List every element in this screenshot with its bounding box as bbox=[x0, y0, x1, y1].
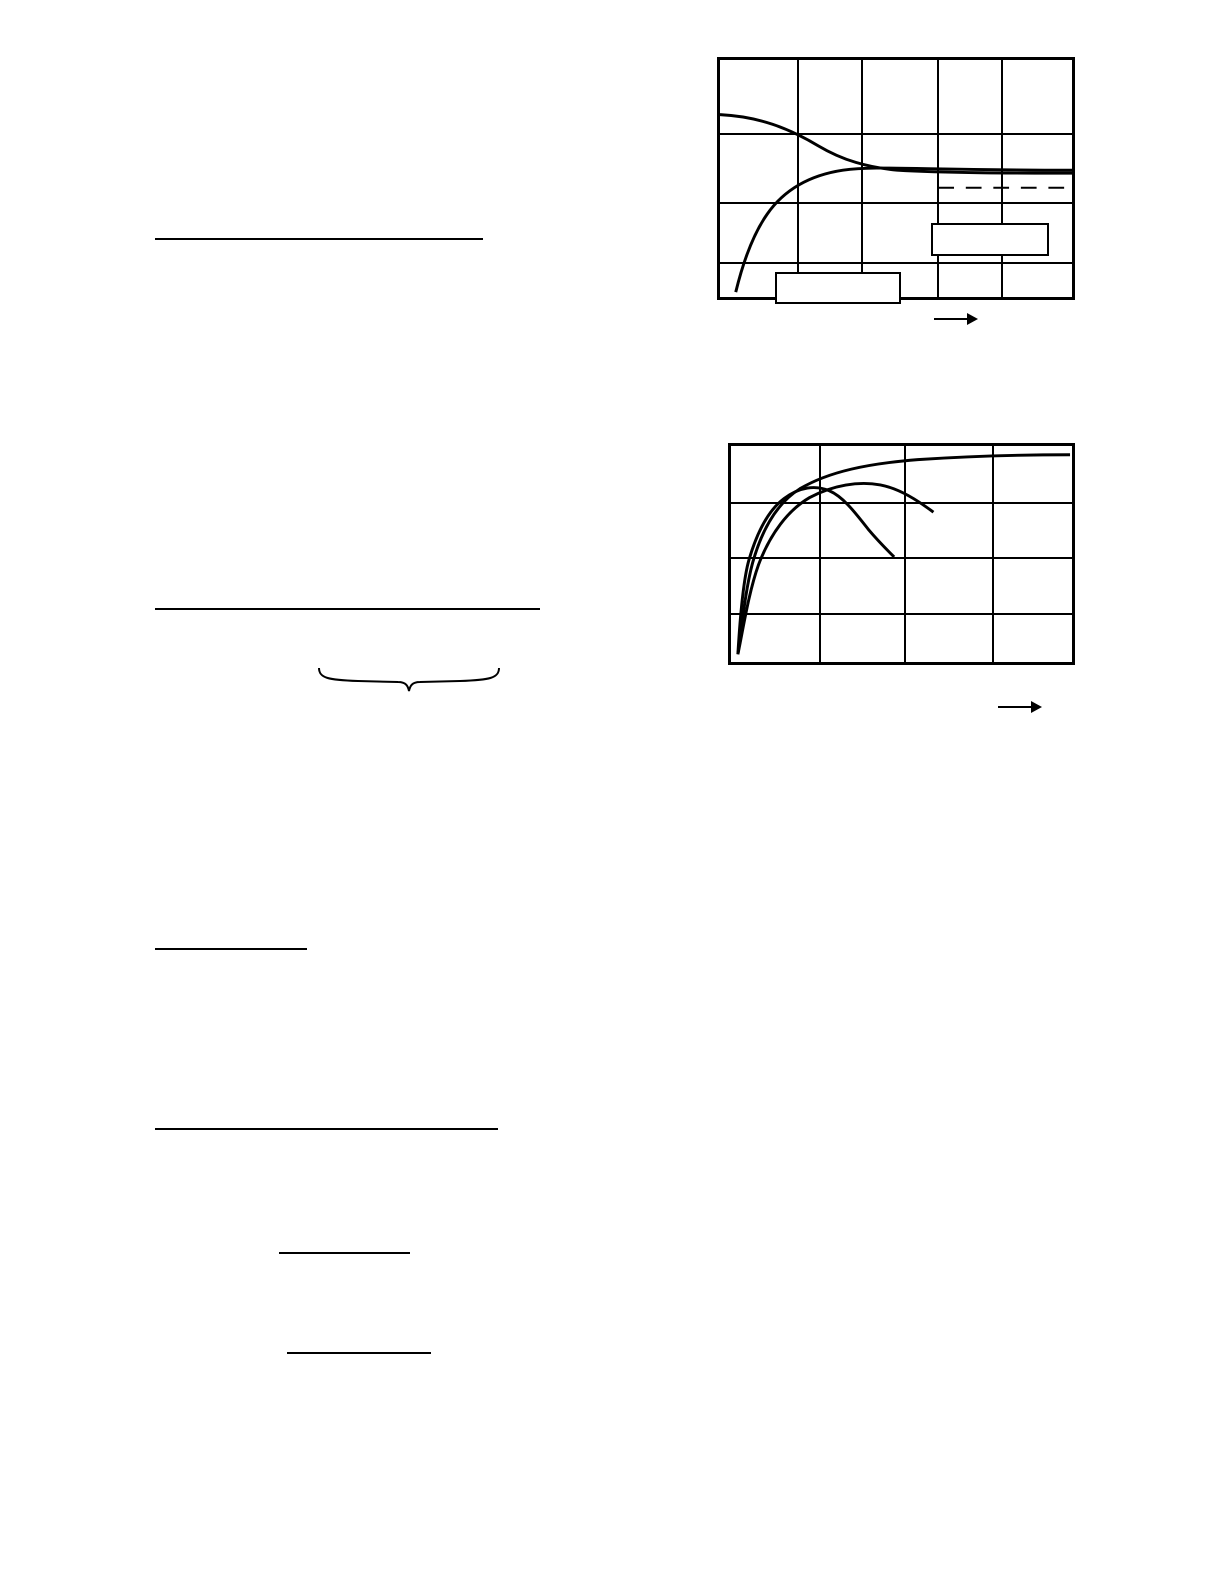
fraction-rule-1 bbox=[279, 1252, 410, 1254]
figure-top-frame bbox=[717, 57, 1075, 300]
heading-rule-4 bbox=[155, 1128, 498, 1130]
series-decaying-curve bbox=[720, 115, 1072, 174]
heading-rule-3 bbox=[155, 948, 307, 950]
heading-rule-1 bbox=[155, 238, 483, 240]
figure-top-x-axis-arrow bbox=[934, 313, 978, 325]
figure-bottom-frame bbox=[728, 443, 1075, 665]
figure-top-plot bbox=[720, 60, 1072, 297]
heading-rule-2 bbox=[155, 608, 540, 610]
series-curve-1-long bbox=[738, 455, 1070, 654]
callout-lower bbox=[775, 272, 901, 304]
fraction-rule-2 bbox=[287, 1352, 431, 1354]
figure-bottom-x-axis-arrow bbox=[998, 701, 1042, 713]
callout-upper bbox=[931, 223, 1049, 256]
figure-bottom-plot bbox=[731, 446, 1072, 662]
series-curve-2-peak bbox=[738, 483, 934, 654]
series-curve-3-early-peak bbox=[738, 488, 894, 655]
underbrace bbox=[318, 666, 500, 692]
